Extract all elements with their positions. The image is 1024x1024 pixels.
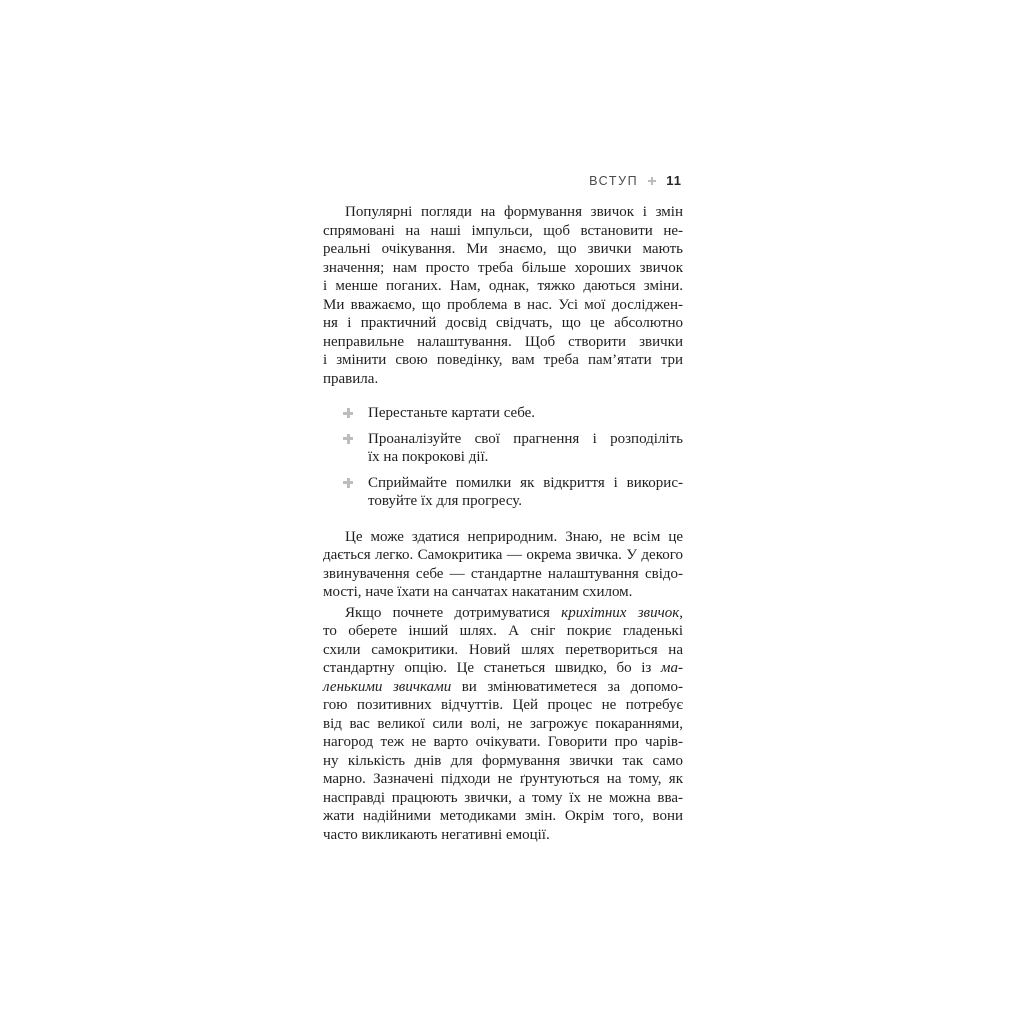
- bullet-item: [323, 474, 683, 511]
- text-line: спрямовані на наші імпульси, щоб встановити не-: [323, 222, 683, 239]
- plus-bullet-icon: [343, 478, 353, 488]
- book-page: [323, 173, 683, 844]
- text-line: ня і практичний досвід свідчать, що це абсолютно: [323, 315, 683, 331]
- text-line: правила.: [323, 370, 379, 387]
- text-line: часто викликають негативні емоції.: [323, 826, 550, 843]
- text-line: від вас великої сили волі, не загрожує покараннями,: [323, 715, 683, 732]
- text-line: ну кількість днів для формування звички так само: [323, 752, 683, 769]
- text-line: гою позитивних відчуттів. Цей процес не потребує: [323, 697, 683, 713]
- plus-bullet-icon: [343, 408, 353, 418]
- text-line: Проаналізуйте свої прагнення і розподіліть: [368, 430, 683, 447]
- text-line: Популярні погляди на формування звичок і змін: [345, 204, 683, 220]
- section-title: ВСТУП: [589, 173, 639, 188]
- running-head: [323, 173, 683, 188]
- text-line: стандартну опцію. Це станеться швидко, бо із ма-: [323, 660, 683, 676]
- paragraph: [323, 528, 683, 602]
- plus-bullet-icon: [343, 434, 353, 444]
- plus-separator-icon: [648, 177, 656, 185]
- text-line: ленькими звичками ви змінюватиметеся за допомо-: [323, 678, 683, 695]
- text-line: і менше поганих. Нам, однак, тяжко даються зміни.: [323, 278, 683, 294]
- page-number: 11: [666, 173, 682, 188]
- text-line: дається легко. Самокритика — окрема звичка. У декого: [323, 547, 683, 563]
- text-line: нагород теж не варто очікувати. Говорити про чарів-: [323, 734, 683, 750]
- text-line: марно. Зазначені підходи не ґрунтуються на тому, як: [323, 771, 683, 787]
- text-line: реальні очікування. Ми знаємо, що звички мають: [323, 241, 683, 257]
- text-line: неправильне налаштування. Щоб створити звички: [323, 333, 683, 350]
- bullet-item: [323, 404, 683, 423]
- text-line: звинувачення себе — стандартне налаштування свідо-: [323, 565, 683, 582]
- text-line: значення; нам просто треба більше хороших звичок: [323, 259, 683, 276]
- text-line: Перестаньте картати себе.: [368, 405, 536, 421]
- bullet-list: [323, 404, 683, 511]
- text-line: мості, наче їхати на санчатах накатаним схилом.: [323, 584, 633, 600]
- text-line: жати надійними методиками змін. Окрім того, вони: [323, 808, 683, 824]
- text-line: Сприймайте помилки як відкриття і викорис-: [368, 474, 683, 491]
- text-line: їх на покрокові дії.: [368, 449, 489, 465]
- text-line: Якщо почнете дотримуватися крихітних звичок,: [345, 604, 683, 621]
- paragraph: [323, 203, 683, 388]
- text-line: Ми вважаємо, що проблема в нас. Усі мої досліджен-: [323, 296, 683, 313]
- bullet-item: [323, 430, 683, 467]
- text-line: Це може здатися неприродним. Знаю, не всім це: [345, 528, 683, 545]
- text-line: і змінити свою поведінку, вам треба пам’ятати три: [323, 352, 683, 368]
- text-line: схили самокритики. Новий шлях перетвориться на: [323, 641, 683, 658]
- text-line: товуйте їх для прогресу.: [368, 493, 523, 509]
- paragraph: [323, 604, 683, 845]
- page-body: [323, 203, 683, 844]
- text-line: насправді працюють звички, а тому їх не можна вва-: [323, 789, 683, 806]
- text-line: то оберете інший шлях. А сніг покриє гладенькі: [323, 623, 683, 639]
